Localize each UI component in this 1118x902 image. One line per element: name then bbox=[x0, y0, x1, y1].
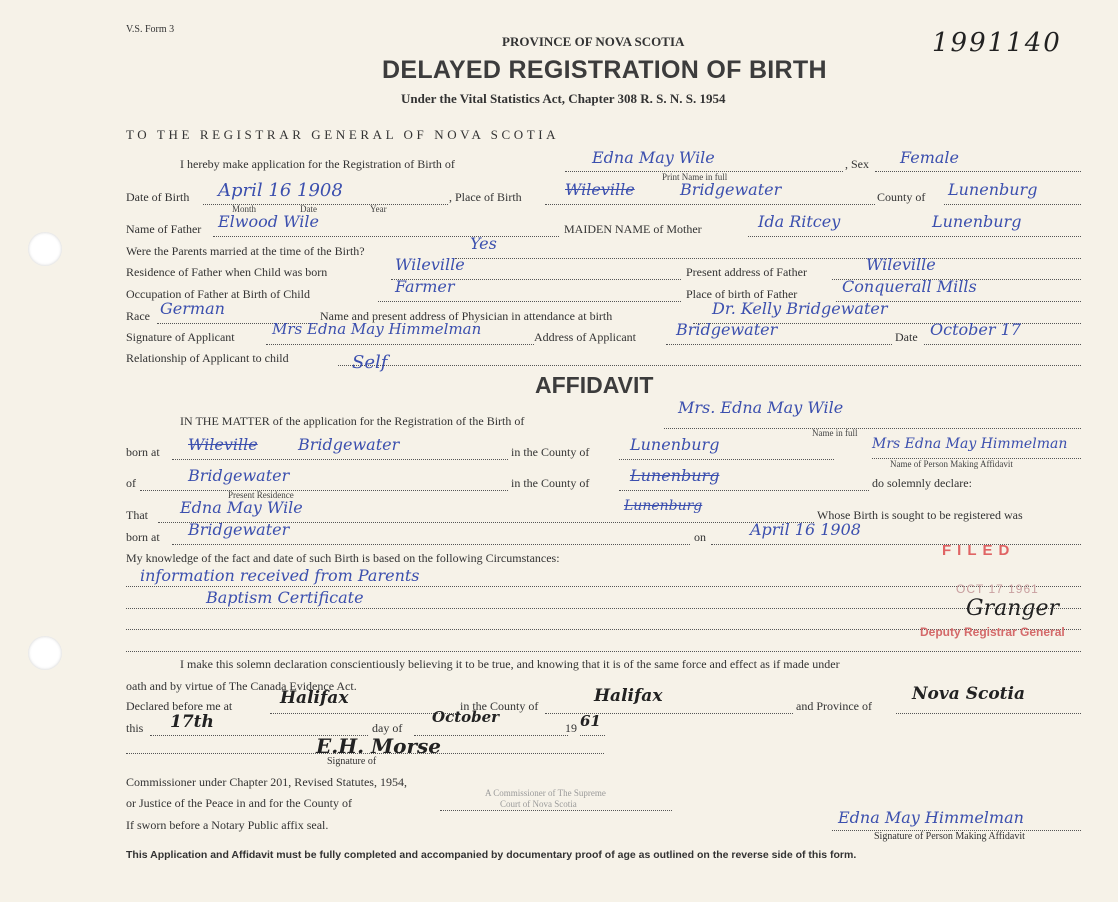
filed-stamp: FILED bbox=[942, 542, 1016, 559]
in-county3-label: in the County of bbox=[460, 699, 539, 713]
born-struck-text: Wileville bbox=[188, 435, 258, 454]
in-county-label: in the County of bbox=[511, 445, 590, 459]
father-birth-field[interactable]: Conquerall Mills bbox=[842, 277, 977, 296]
day-field[interactable]: 17th bbox=[170, 712, 214, 732]
father-birth-label: Place of birth of Father bbox=[686, 287, 798, 301]
commissioner-label: Commissioner under Chapter 201, Revised Statutes, 1954, bbox=[126, 775, 407, 789]
in-county2-label: in the County of bbox=[511, 476, 590, 490]
affiant-sig-caption: Signature of Person Making Affidavit bbox=[874, 831, 1025, 842]
born-at2-field[interactable]: Bridgewater bbox=[188, 520, 290, 539]
date2-field[interactable]: October 17 bbox=[930, 320, 1021, 339]
present-father-field[interactable]: Wileville bbox=[866, 255, 936, 274]
county2-field[interactable]: Lunenburg bbox=[630, 466, 720, 485]
person-making-caption: Name of Person Making Affidavit bbox=[890, 459, 1013, 469]
race-label: Race bbox=[126, 309, 150, 323]
justice-label: or Justice of the Peace in and for the County of bbox=[126, 796, 352, 810]
res-father-field[interactable]: Wileville bbox=[395, 255, 465, 274]
res-father-label: Residence of Father when Child was born bbox=[126, 265, 328, 279]
deputy-registrar-stamp: Deputy Registrar General bbox=[920, 625, 1065, 639]
place-field[interactable]: Bridgewater bbox=[680, 180, 782, 199]
county1-field[interactable]: Lunenburg bbox=[630, 435, 720, 454]
punch-hole bbox=[28, 232, 62, 266]
mother-field[interactable]: Ida Ritcey bbox=[758, 212, 841, 231]
married-field[interactable]: Yes bbox=[470, 234, 497, 253]
province-label: and Province of bbox=[796, 699, 872, 713]
that-field[interactable]: Edna May Wile bbox=[180, 498, 303, 517]
registrar-heading: TO THE REGISTRAR GENERAL OF NOVA SCOTIA bbox=[126, 127, 560, 142]
matter-field[interactable]: Mrs. Edna May Wile bbox=[678, 398, 844, 417]
declare-label: do solemnly declare: bbox=[872, 476, 972, 490]
born-at2-label: born at bbox=[126, 530, 160, 544]
circumstance-line-2[interactable]: Baptism Certificate bbox=[206, 588, 364, 607]
serial-number: 1991140 bbox=[932, 28, 1062, 58]
married-label: Were the Parents married at the time of the Birth? bbox=[126, 244, 365, 258]
matter-label: IN THE MATTER of the application for the Registration of the Birth of bbox=[180, 414, 525, 428]
born-at-field[interactable]: Bridgewater bbox=[298, 435, 400, 454]
of-label: of bbox=[126, 476, 136, 490]
page-title: DELAYED REGISTRATION OF BIRTH bbox=[382, 56, 827, 84]
declared-place-field[interactable]: Halifax bbox=[280, 688, 349, 708]
child-name-field[interactable]: Edna May Wile bbox=[592, 148, 715, 167]
race-field[interactable]: German bbox=[160, 299, 225, 318]
year-field[interactable]: 61 bbox=[580, 712, 601, 730]
county-label: County of bbox=[877, 190, 926, 204]
signature-of-caption: Signature of bbox=[327, 756, 377, 767]
applicant-signature[interactable]: Mrs Edna May Himmelman bbox=[272, 320, 482, 338]
punch-hole bbox=[28, 636, 62, 670]
present-res-caption: Present Residence bbox=[228, 490, 294, 500]
notary-label: If sworn before a Notary Public affix seal. bbox=[126, 818, 329, 832]
father-field[interactable]: Elwood Wile bbox=[218, 212, 319, 231]
month-field[interactable]: October bbox=[432, 708, 500, 726]
place-label: , Place of Birth bbox=[449, 190, 522, 204]
name-full-caption: Name in full bbox=[812, 428, 858, 438]
dob-field[interactable]: April 16 1908 bbox=[218, 180, 343, 201]
of-field[interactable]: Bridgewater bbox=[188, 466, 290, 485]
apply-label: I hereby make application for the Registration of Birth of bbox=[180, 157, 455, 171]
physician-label: Name and present address of Physician in attendance at birth bbox=[320, 309, 613, 323]
this-label: this bbox=[126, 721, 144, 735]
born-at-label: born at bbox=[126, 445, 160, 459]
present-father-label: Present address of Father bbox=[686, 265, 807, 279]
date2-label: Date bbox=[895, 330, 918, 344]
affiant-signature[interactable]: Edna May Himmelman bbox=[838, 808, 1024, 827]
mother-label: MAIDEN NAME of Mother bbox=[564, 222, 702, 236]
dob-label: Date of Birth bbox=[126, 190, 190, 204]
sex-label: , Sex bbox=[845, 157, 869, 171]
physician-field[interactable]: Dr. Kelly Bridgewater bbox=[712, 299, 888, 318]
place-struck-text: Wileville bbox=[565, 180, 635, 199]
that-struck-text: Lunenburg bbox=[624, 498, 703, 514]
year-prefix-label: 19 bbox=[565, 721, 577, 735]
mother-place-field[interactable]: Lunenburg bbox=[932, 212, 1022, 231]
on-label: on bbox=[694, 530, 706, 544]
father-label: Name of Father bbox=[126, 222, 202, 236]
year-caption: Year bbox=[370, 204, 387, 214]
month-caption: Month bbox=[232, 204, 257, 214]
on-field[interactable]: April 16 1908 bbox=[750, 520, 861, 539]
county3-field[interactable]: Halifax bbox=[594, 686, 663, 706]
province-heading: PROVINCE OF NOVA SCOTIA bbox=[502, 34, 685, 49]
whose-birth-label: Whose Birth is sought to be registered was bbox=[817, 508, 1023, 522]
declared-label: Declared before me at bbox=[126, 699, 233, 713]
that-label: That bbox=[126, 508, 148, 522]
county-field[interactable]: Lunenburg bbox=[948, 180, 1038, 199]
relationship-field[interactable]: Self bbox=[352, 352, 388, 373]
commissioner-signature[interactable]: E.H. Morse bbox=[316, 734, 442, 758]
circumstance-line-1[interactable]: information received from Parents bbox=[140, 566, 420, 585]
occupation-label: Occupation of Father at Birth of Child bbox=[126, 287, 310, 301]
deputy-signature: Granger bbox=[966, 596, 1059, 621]
filed-date-stamp: OCT 17 1961 bbox=[956, 582, 1039, 596]
addr-app-label: Address of Applicant bbox=[534, 330, 636, 344]
solemn-line-2: oath and by virtue of The Canada Evidence Act. bbox=[126, 679, 357, 693]
occupation-field[interactable]: Farmer bbox=[395, 277, 455, 296]
commissioner-stamp-line-1: A Commissioner of The Supreme bbox=[485, 788, 606, 798]
affidavit-heading: AFFIDAVIT bbox=[535, 372, 654, 398]
sex-field[interactable]: Female bbox=[900, 148, 959, 167]
commissioner-stamp-line-2: Court of Nova Scotia bbox=[500, 799, 577, 809]
knowledge-label: My knowledge of the fact and date of such Birth is based on the following Circumstances: bbox=[126, 551, 560, 565]
province-field[interactable]: Nova Scotia bbox=[912, 684, 1025, 704]
applicant-address-field[interactable]: Bridgewater bbox=[676, 320, 778, 339]
page-subtitle: Under the Vital Statistics Act, Chapter 308 R. S. N. S. 1954 bbox=[401, 91, 726, 106]
footer-note: This Application and Affidavit must be fully completed and accompanied by documentary proof of age as outlined on the reverse side of this form. bbox=[126, 849, 857, 861]
sig-app-label: Signature of Applicant bbox=[126, 330, 235, 344]
print-name-caption: Print Name in full bbox=[662, 172, 728, 182]
day-of-label: day of bbox=[372, 721, 403, 735]
form-number: V.S. Form 3 bbox=[126, 24, 175, 35]
relationship-label: Relationship of Applicant to child bbox=[126, 351, 289, 365]
date-caption: Date bbox=[300, 204, 317, 214]
solemn-line-1: I make this solemn declaration conscientiously believing it to be true, and knowing that it is of the same force and effect as if made under bbox=[180, 657, 840, 671]
affidavit-maker-field[interactable]: Mrs Edna May Himmelman bbox=[872, 436, 1068, 452]
